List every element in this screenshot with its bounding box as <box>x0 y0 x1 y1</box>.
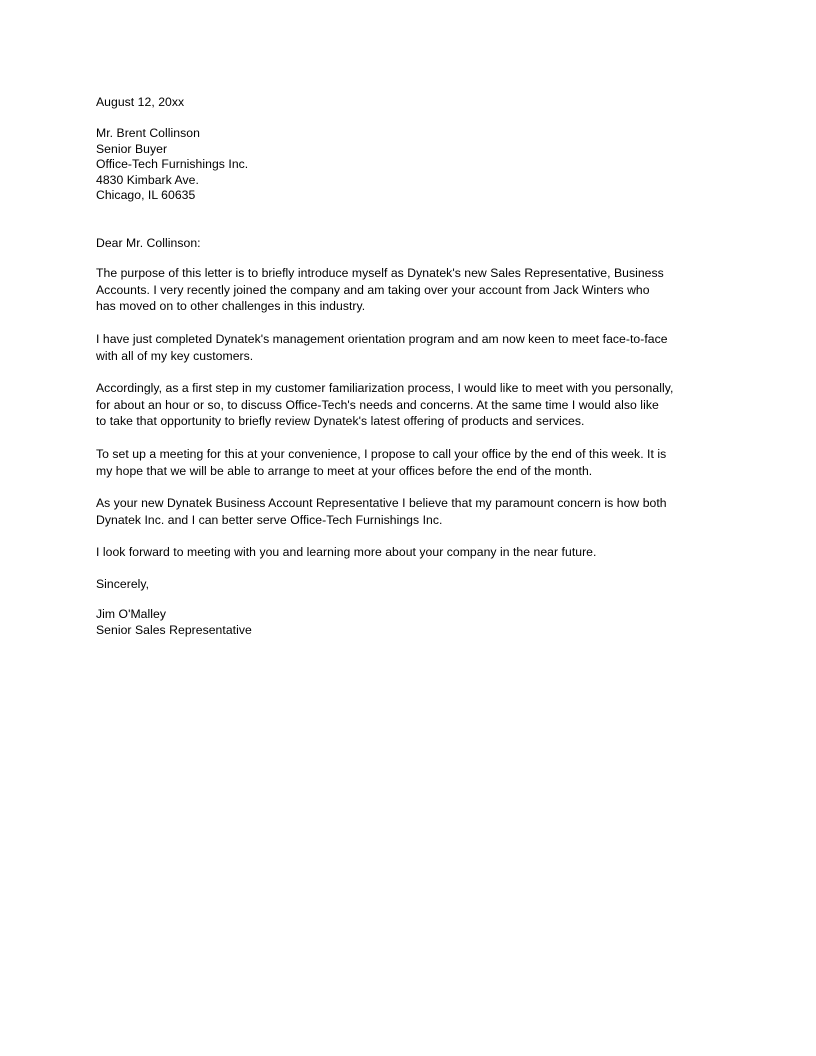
recipient-title: Senior Buyer <box>96 141 168 156</box>
paragraph-line: for about an hour or so, to discuss Office-Tech's needs and concerns. At the same time I would also like <box>96 397 659 412</box>
paragraph-4 <box>96 446 726 479</box>
signature-block <box>96 606 726 638</box>
recipient-street: 4830 Kimbark Ave. <box>96 172 199 187</box>
paragraph-line: my hope that we will be able to arrange to meet at your offices before the end of the month. <box>96 463 593 478</box>
paragraph-3 <box>96 380 726 430</box>
paragraph-line: To set up a meeting for this at your convenience, I propose to call your office by the end of this week. It is <box>96 447 667 461</box>
paragraph-line: has moved on to other challenges in this industry. <box>96 299 366 313</box>
paragraph-line: Accordingly, as a first step in my customer familiarization process, I would like to meet with you personally, <box>96 381 674 395</box>
paragraph-line: with all of my key customers. <box>96 348 254 363</box>
paragraph-line: Dynatek Inc. and I can better serve Office-Tech Furnishings Inc. <box>96 512 443 527</box>
date-block <box>96 94 726 111</box>
salutation-block <box>96 235 726 252</box>
salutation: Dear Mr. Collinson: <box>96 236 201 250</box>
paragraph-line: Accounts. I very recently joined the company and am taking over your account from Jack Winters who <box>96 282 650 297</box>
closing: Sincerely, <box>96 577 150 591</box>
recipient-company: Office-Tech Furnishings Inc. <box>96 157 249 171</box>
signature-name: Jim O'Malley <box>96 607 166 621</box>
paragraph-6 <box>96 544 726 561</box>
recipient-address <box>96 126 726 204</box>
paragraph-line: to take that opportunity to briefly review Dynatek's latest offering of products and services. <box>96 414 585 428</box>
paragraph-line: As your new Dynatek Business Account Representative I believe that my paramount concern is how both <box>96 496 667 510</box>
signature-title: Senior Sales Representative <box>96 623 252 637</box>
recipient-city: Chicago, IL 60635 <box>96 188 196 202</box>
paragraph-line: The purpose of this letter is to briefly introduce myself as Dynatek's new Sales Representative, Business <box>96 266 664 280</box>
paragraph-2 <box>96 331 726 364</box>
closing-block <box>96 576 726 593</box>
paragraph-5 <box>96 495 726 528</box>
paragraph-1 <box>96 265 726 315</box>
letter-date: August 12, 20xx <box>96 95 185 109</box>
paragraph-line: I look forward to meeting with you and learning more about your company in the near future. <box>96 545 597 559</box>
recipient-name: Mr. Brent Collinson <box>96 126 200 140</box>
paragraph-line: I have just completed Dynatek's management orientation program and am now keen to meet face-to-face <box>96 332 668 346</box>
